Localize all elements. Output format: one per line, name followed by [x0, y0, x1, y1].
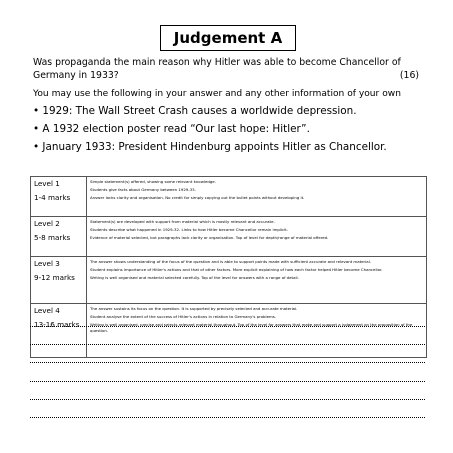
- bullet-point: • January 1933: President Hindenburg appoints Hitler as Chancellor.: [33, 141, 387, 153]
- instruction-text: You may use the following in your answer and any other information of your own: [33, 89, 401, 99]
- bullet-point: • 1929: The Wall Street Crash causes a worldwide depression.: [33, 105, 357, 117]
- table-row: [31, 177, 427, 217]
- level-label: Level 3: [34, 259, 60, 268]
- level-description: [87, 257, 427, 304]
- descriptor-line: The answer shows understanding of the focus of the question and is able to support points made with sufficient accurate and relevant material.: [90, 259, 371, 264]
- table-row: [31, 217, 427, 257]
- question-line-1: Was propaganda the main reason why Hitler was able to become Chancellor of: [33, 57, 401, 68]
- level-label: Level 1: [34, 179, 60, 188]
- level-cell: [31, 177, 87, 217]
- table-row: [31, 257, 427, 304]
- level-description: [87, 217, 427, 257]
- answer-line[interactable]: [30, 325, 425, 327]
- descriptor-line: Writing is well organised, precise and selects relevant material throughout. Top of the level for answers that make and support a judgement on the proposition of the question.: [90, 322, 413, 333]
- question-line-2: [33, 70, 419, 82]
- level-label: Level 4: [34, 306, 60, 315]
- level-cell: [31, 217, 87, 257]
- level-cell: [31, 304, 87, 358]
- descriptor-line: Simple statement(s) offered, showing some relevant knowledge.: [90, 179, 216, 184]
- descriptor-line: Student explains importance of Hitler's actions and that of other factors. More explicit explaining of how each factor helped Hitler become Chancellor.: [90, 267, 383, 273]
- mark-scheme-table: [30, 176, 427, 358]
- descriptor-line: Students give facts about Germany between 1929-33.: [90, 187, 196, 193]
- level-marks: 13-16 marks: [34, 320, 80, 329]
- descriptor-line: Answer lacks clarity and organisation. No credit for simply copying out the bullet points without developing it.: [90, 195, 305, 201]
- answer-line[interactable]: [30, 343, 425, 345]
- level-cell: [31, 257, 87, 304]
- descriptor-line: Statement(s) are developed with support from material which is mostly relevant and accurate.: [90, 219, 275, 224]
- descriptor-line: Students describe what happened in 1929-32. Links to how Hitler became Chancellor remain implicit.: [90, 227, 289, 233]
- question-line-2-text: Germany in 1933?: [33, 70, 119, 81]
- descriptor-line: The answer sustains its focus on the question. It is supported by precisely selected and accurate material.: [90, 306, 298, 311]
- level-marks: 9-12 marks: [34, 273, 75, 282]
- table-row: [31, 304, 427, 358]
- page-title: Judgement A: [160, 25, 296, 51]
- level-label: Level 2: [34, 219, 60, 228]
- level-description: [87, 177, 427, 217]
- answer-line[interactable]: [30, 361, 425, 363]
- descriptor-line: Writing is well organised and material selected carefully. Top of the level for answers with a range of detail.: [90, 275, 299, 281]
- descriptor-line: Evidence of material selected, but paragraphs lack clarity or organisation. Top of level for depth/range of material offered.: [90, 235, 329, 241]
- answer-line[interactable]: [30, 380, 425, 382]
- descriptor-line: Student analyse the extent of the success of Hitler's actions in relation to Germany's problems.: [90, 314, 277, 320]
- answer-line[interactable]: [30, 416, 425, 418]
- level-marks: 5-8 marks: [34, 233, 71, 242]
- answer-line[interactable]: [30, 398, 425, 400]
- question-marks: (16): [399, 70, 419, 81]
- bullet-point: • A 1932 election poster read “Our last hope: Hitler”.: [33, 123, 310, 135]
- level-marks: 1-4 marks: [34, 193, 71, 202]
- level-description: [87, 304, 427, 358]
